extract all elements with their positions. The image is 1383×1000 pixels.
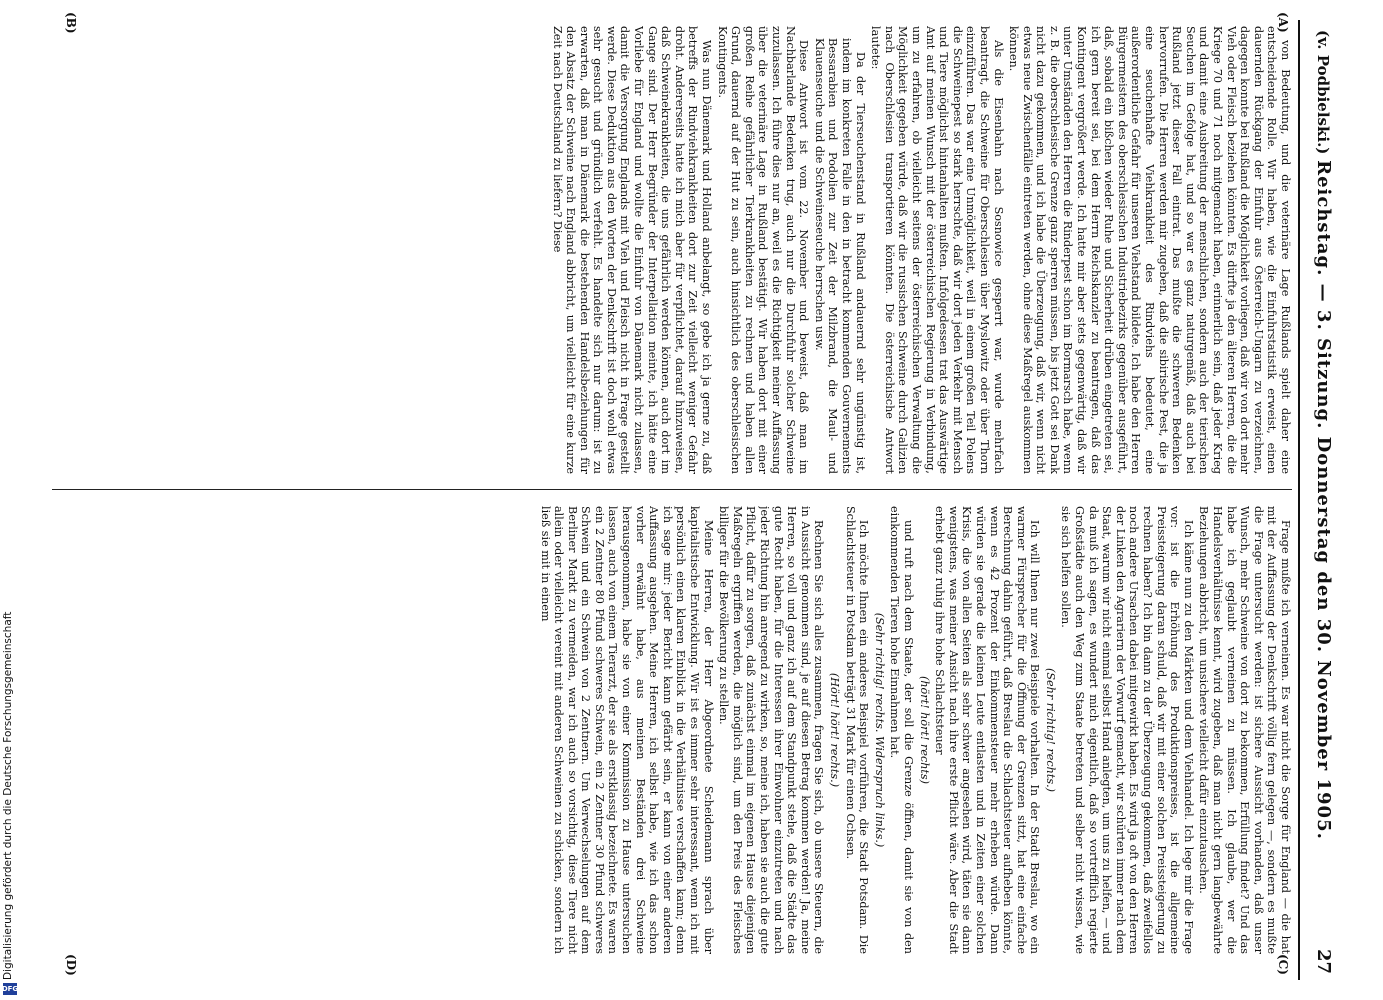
digitization-footer <box>2 600 18 995</box>
paragraph: Ich käme nun zu den Märkten und dem Viehhandel. Ich lege mir die Frage vor: ist die Erhöhung des Produktionspreises, ist die allgemeine Preissteigerung daran schuld, daß wir mit einer solchen Preissteigerung zu rechnen haben? Ich bin dann zu der Überzeugung gekommen, daß zweifellos noch andere Ursachen dabei mitgewirkt haben. Es wird ja oft von den Herren der Linken den Agrariern der Vorwurf gemacht, wir schürten immer nach dem Staat, warum wir nicht einmal selbst Hand anlegten, um uns zu helfen, — und da muß ich sagen, es wundert mich eigentlich, daß so vortrefflich regierte Großstädte auch den Weg zum Staate betreten und selber nicht wissen, wie sie sich helfen sollen. <box>1059 506 1195 954</box>
paragraph: Ich will Ihnen nur zwei Beispiele vorhalten. In der Stadt Breslau, wo ein warmer Fürsprecher für die Öffnung der Grenzen sitzt, hat eine einfache Berechnung dahin geführt, daß Breslau die Schlachtsteuer aufheben könnte, wenn es 42 Prozent der Einkommensteuer mehr erheben würde. Dann würden sie gerade die kleinen Leute entlasten und in Zeiten einer solchen Krisis, die von allen Seiten als sehr schwer angesehen wird, täten sie dann wenigstens, was meiner Ansicht nach ihre erste Pflicht wäre. Aber die Stadt erhebt ganz ruhig ihre hohe Schlachtsteuer <box>933 506 1042 954</box>
speaker-label: (v. Podbielski.) <box>1314 30 1332 155</box>
marker-b: (B) <box>64 12 78 34</box>
paragraph: von Bedeutung, und die veterinäre Lage Rußlands spielt daher eine entscheidende Rolle. Wir haben, wie die Einfuhrstatistik erweist, einen dauernden Rückgang der Einfuhr aus Österreich-Ungarn zu verzeichnen, dagegen konnte bei Rußland die Möglichkeit vorliegen, daß wir von dort mehr Vieh oder Fleisch beziehen könnten. Es dürfte ja den älteren Herren, die die Kriege 70 und 71 noch mitgemacht haben, erinnerlich sein, daß jeder Krieg und damit eine Ausbreitung der menschlichen, sondern auch der tierischen Seuchen im Gefolge hat, und so war es ganz naturgemäß, daß auch bei Rußland jetzt dieser Fall eintrat. Das mußte die schweren Bedenken hervorrufen. Die Herren werden mir zugeben, daß die sibirische Pest, die ja eine seuchenhafte Viehkrankheit des Rindviehs bedeutet, eine außerordentliche Gefahr für unseren Viehstand bildete. Ich habe den Herren Bürgermeistern des oberschlesischen Industriebezirks gegenüber ausgeführt, daß, sobald ein bißchen wieder Ruhe und Sicherheit drüben eingetreten sei, ich gern bereit sei, bei dem Herrn Reichskanzler zu beantragen, daß das Kontingent vergrößert werde. Ich hatte mir aber stets gegenwärtig, daß wir unter Umständen den Herren die Rinderpest schon im Bormarsch habe, wenn z. B. die oberschlesische Grenze ganz sperren müssen, bis jetzt Gott sei Dank nicht dazu gekommen, und ich habe die Überzeugung, daß wir, wenn nicht etwas neue Zwischenfälle eintreten werden, ohne diese Maßregel auskommen können. <box>1007 26 1292 474</box>
page-title: Reichstag. — 3. Sitzung. Donnerstag den 30. November 1905. <box>1313 160 1334 840</box>
marker-d: (D) <box>64 954 78 976</box>
text-column-left <box>52 26 1292 474</box>
marker-c: (C) <box>1276 954 1290 975</box>
funding-note: Digitalisierung gefördert durch die Deutsche Forschungsgemeinschaft <box>2 611 14 980</box>
paragraph: Als die Eisenbahn nach Sosnowice gesperrt war, wurde mehrfach beantragt, die Schweine für Oberschlesien über Myslowitz oder über Thorn einzuführen. Das war eine Unmöglichkeit, weil in einem großen Teil Polens die Schweinepest so stark herrschte, daß wir dort jeden Verkehr mit Mensch und Tiere möglichst hintanhalten mußten. Infolgedessen trat das Auswärtige Amt auf meinen Wunsch mit der österreichischen Regierung in Verbindung, um zu erfahren, ob vielleicht seitens der österreichischen Verwaltung die Möglichkeit gegeben würde, daß wir die russischen Schweine durch Galizien nach Oberschlesien transportieren könnten. Die österreichische Antwort lautete: <box>869 26 1005 474</box>
column-divider <box>52 489 1292 490</box>
paragraph: Ich möchte Ihnen ein anderes Beispiel vorführen, die Stadt Potsdam. Die Schlachtsteuer in Potsdam beträgt 31 Mark für einen Ochsen. <box>843 506 871 954</box>
interjection: (Sehr richtig! rechts. Widerspruch links.) <box>872 612 886 848</box>
paragraph: Meine Herren, der Herr Abgeordnete Scheidemann sprach über kapitalistische Entwicklung. Wir ist es immer sehr interessant, wenn ich mit persönlich einen klaren Einblick in die Verhältnisse verschaffen kann; denn ich sage mir: jeder Bericht kann gefärbt sein, er kann von einer anderen Auffassung ausgehen. Meine Herren, ich selbst habe, wie ich das schon vorher erwähnt habe, aus meinen Beständen drei Schweine herausgenommen, habe sie von einer Kommission zu Hause untersuchen lassen, auch von einem Tierarzt, der sie als erstklassig bezeichnete. Es waren ein 2 Zentner 80 Pfund schweres Schwein, ein 2 Zentner 30 Pfund schweres Schwein und ein Schwein von 2 Zentnern. Um Verwechselungen auf dem Berliner Markt zu vermeiden, war ich auch so vorsichtig, diese Tiere nicht allein oder vielleicht vereint mit anderen Schweinen zu schicken, sondern ich ließ sie mit in einem <box>538 506 715 954</box>
interjection: (hört! hört! rechts) <box>917 675 931 785</box>
text-column-right <box>52 506 1292 954</box>
interjection: (Hört! hört! rechts.) <box>828 672 841 788</box>
quoted-paragraph: Da der Tierseuchenstand in Rußland andauernd sehr ungünstig ist, indem im konkreten Falle in den in betracht kommenden Gouvernements Bessarabien und Podolien zur Zeit der Milzbrand, die Maul- und Klauenseuche und die Schweineseuche herrschen usw. <box>812 38 867 474</box>
paragraph: Rechnen Sie sich alles zusammen, fragen Sie sich, ob unsere Steuern, die in Aussicht genommen sind, je auf diesen Betrag kommen werden! Ja, meine Herren, so voll und ganz ich auf dem Standpunkt stehe, daß die Städte das gute Recht haben, für die Interessen ihrer Einwohner einzutreten und nach jeder Richtung hin anregend zu wirken, so, meine ich, haben sie auch die gute Pflicht, dafür zu sorgen, daß zunächst einmal im eigenen Hause diejenigen Maßregeln ergriffen werden, die möglich sind, um den Preis des Fleisches billiger für die Bevölkerung zu stellen. <box>717 506 826 954</box>
page-header <box>1298 20 1340 980</box>
paragraph: und ruft nach dem Staate, der soll die Grenze öffnen, damit sie von den einkommenden Tieren hohe Einnahmen hat. <box>888 506 915 954</box>
page-number: 27 <box>1313 948 1334 974</box>
paragraph: Diese Antwort ist vom 22. November und beweist, daß man im Nachbarlande Bedenken trug, auch nur die Durchfuhr solcher Schweine zuzulassen. Ich führe dies nur an, weil es die Richtigkeit meiner Auffassung über die veterinäre Lage in Rußland bestätigt. Wir haben dort mit einer großen Reihe gefährlicher Tierkrankheiten zu rechnen und haben allen Grund, dauernd auf der Hut zu sein, auch hinsichtlich des oberschlesischen Kontingents. <box>715 26 811 474</box>
rotated-page <box>40 12 1340 980</box>
marker-a: (A) <box>1276 12 1290 33</box>
paragraph: Frage mußte ich verneinen. Es war nicht die Sorge für England — die hat mit der Auffassung der Denkschrift völlig fern gelegen —, sondern es mußte die Frage untersucht werden: ist sichere Aussicht vorhanden, daß unser Wunsch, mehr Schweine von dort zu bekommen, Erfüllung findet? Und das habe ich geglaubt verneinen zu müssen. Ich glaube, wer die Handelsverhältnisse kennt, wird zugeben, daß man nicht gern langbewährte Beziehungen abbricht, um unsichere vielleicht dafür einzutauschen. <box>1197 506 1292 954</box>
dfg-logo: DFG <box>1 985 19 993</box>
paragraph: Was nun Dänemark und Holland anbelangt, so gebe ich ja gerne zu, daß betreffs der Rindviehkrankheiten dort zur Zeit vielleicht weniger Gefahr droht. Andererseits hatte ich mich aber für verpflichtet, darauf hinzuweisen, daß Schweinekrankheiten, die uns gefährlich werden können, auch dort im Gange sind. Der Herr Begründer der Interpellation meinte, ich hätte eine Vorliebe für England und wollte die Einfuhr von Dänemark nicht zulassen, damit die Versorgung Englands mit Vieh und Fleisch nicht in Frage gestellt werde. Diese Deduktion aus den Worten der Denkschrift ist doch wohl etwas sehr gesucht und gründlich verfehlt. Es handelte sich nur darum: ist zu erwarten, daß man in Dänemark die bestehenden Handelsbeziehungen für den Absatz der Schweine nach England abbricht, um vielleicht für eine kurze Zeit nach Deutschland zu liefern? Diese <box>550 26 714 474</box>
interjection: (Sehr richtig! rechts.) <box>1043 667 1057 793</box>
